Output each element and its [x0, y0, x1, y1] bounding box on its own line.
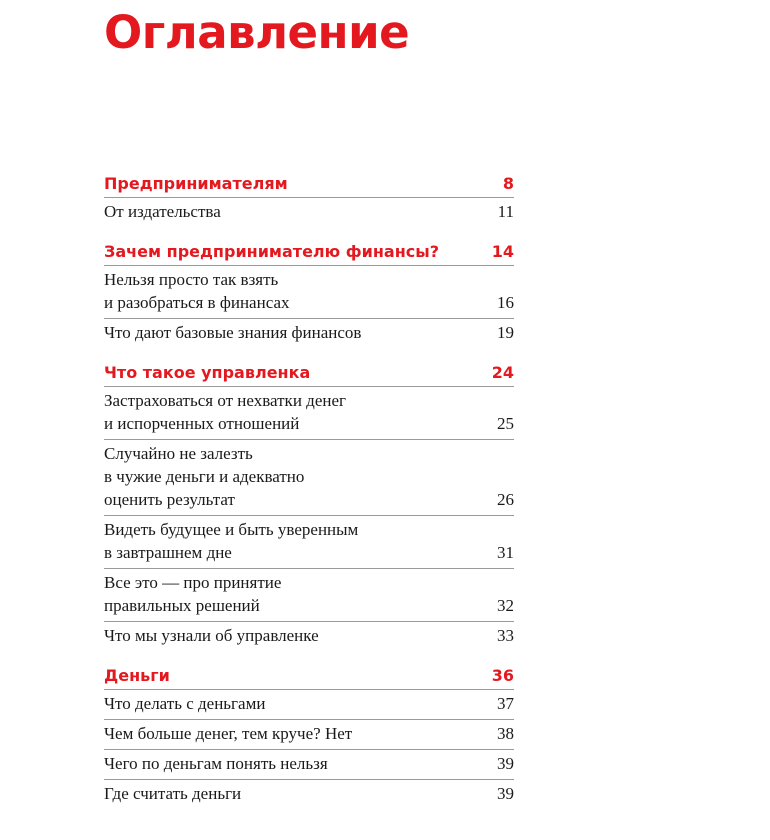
toc-entry[interactable]: [104, 622, 514, 651]
entry-page-number: 38: [497, 724, 514, 743]
toc-entry[interactable]: [104, 780, 514, 809]
toc-entry[interactable]: [104, 198, 514, 227]
toc-section: [104, 239, 514, 348]
chapter-title: Деньги: [104, 666, 170, 685]
entry-title: Чем больше денег, тем круче? Нет: [104, 724, 353, 743]
entry-page-number: 33: [497, 626, 514, 645]
chapter-heading[interactable]: [104, 360, 514, 387]
entry-title: Чего по деньгам понять нельзя: [104, 754, 328, 773]
toc-section: [104, 663, 514, 809]
chapter-title: Зачем предпринимателю финансы?: [104, 242, 439, 261]
toc-entry[interactable]: [104, 750, 514, 780]
entry-page-number: 25: [497, 414, 514, 433]
entry-title: Что делать с деньгами: [104, 694, 266, 713]
toc-entry[interactable]: [104, 569, 514, 622]
toc-entry[interactable]: [104, 690, 514, 720]
toc-entry[interactable]: [104, 319, 514, 348]
entry-page-number: 31: [497, 543, 514, 562]
entry-title: Все это — про принятие правильных решений: [104, 573, 282, 615]
toc-section: [104, 171, 514, 227]
toc-entry[interactable]: [104, 440, 514, 516]
chapter-page-number: 36: [491, 666, 514, 685]
toc-entry[interactable]: [104, 720, 514, 750]
toc-section: [104, 360, 514, 651]
table-of-contents: [104, 171, 514, 821]
toc-entry[interactable]: [104, 516, 514, 569]
chapter-title: Предпринимателям: [104, 174, 288, 193]
entry-title: Где считать деньги: [104, 784, 242, 803]
entry-page-number: 26: [497, 490, 514, 509]
page-title: Оглавление: [104, 6, 410, 59]
entry-page-number: 37: [497, 694, 514, 713]
toc-entry[interactable]: [104, 266, 514, 319]
entry-title: Видеть будущее и быть уверенным в завтрашнем дне: [104, 520, 359, 562]
entry-title: Нельзя просто так взять и разобраться в финансах: [104, 270, 290, 312]
entry-page-number: 16: [497, 293, 514, 312]
entry-page-number: 39: [497, 784, 514, 803]
entry-page-number: 39: [497, 754, 514, 773]
entry-title: От издательства: [104, 202, 221, 221]
entry-page-number: 32: [497, 596, 514, 615]
entry-title: Застраховаться от нехватки денег и испорченных отношений: [104, 391, 346, 433]
entry-page-number: 11: [497, 202, 514, 221]
entry-title: Случайно не залезть в чужие деньги и адекватно оценить результат: [104, 444, 305, 509]
chapter-heading[interactable]: [104, 239, 514, 266]
entry-page-number: 19: [497, 323, 514, 342]
entry-title: Что мы узнали об управленке: [104, 626, 319, 645]
chapter-title: Что такое управленка: [104, 363, 311, 382]
chapter-heading[interactable]: [104, 171, 514, 198]
chapter-page-number: 8: [502, 174, 514, 193]
toc-entry[interactable]: [104, 387, 514, 440]
chapter-page-number: 14: [491, 242, 514, 261]
chapter-heading[interactable]: [104, 663, 514, 690]
entry-title: Что дают базовые знания финансов: [104, 323, 362, 342]
chapter-page-number: 24: [491, 363, 514, 382]
